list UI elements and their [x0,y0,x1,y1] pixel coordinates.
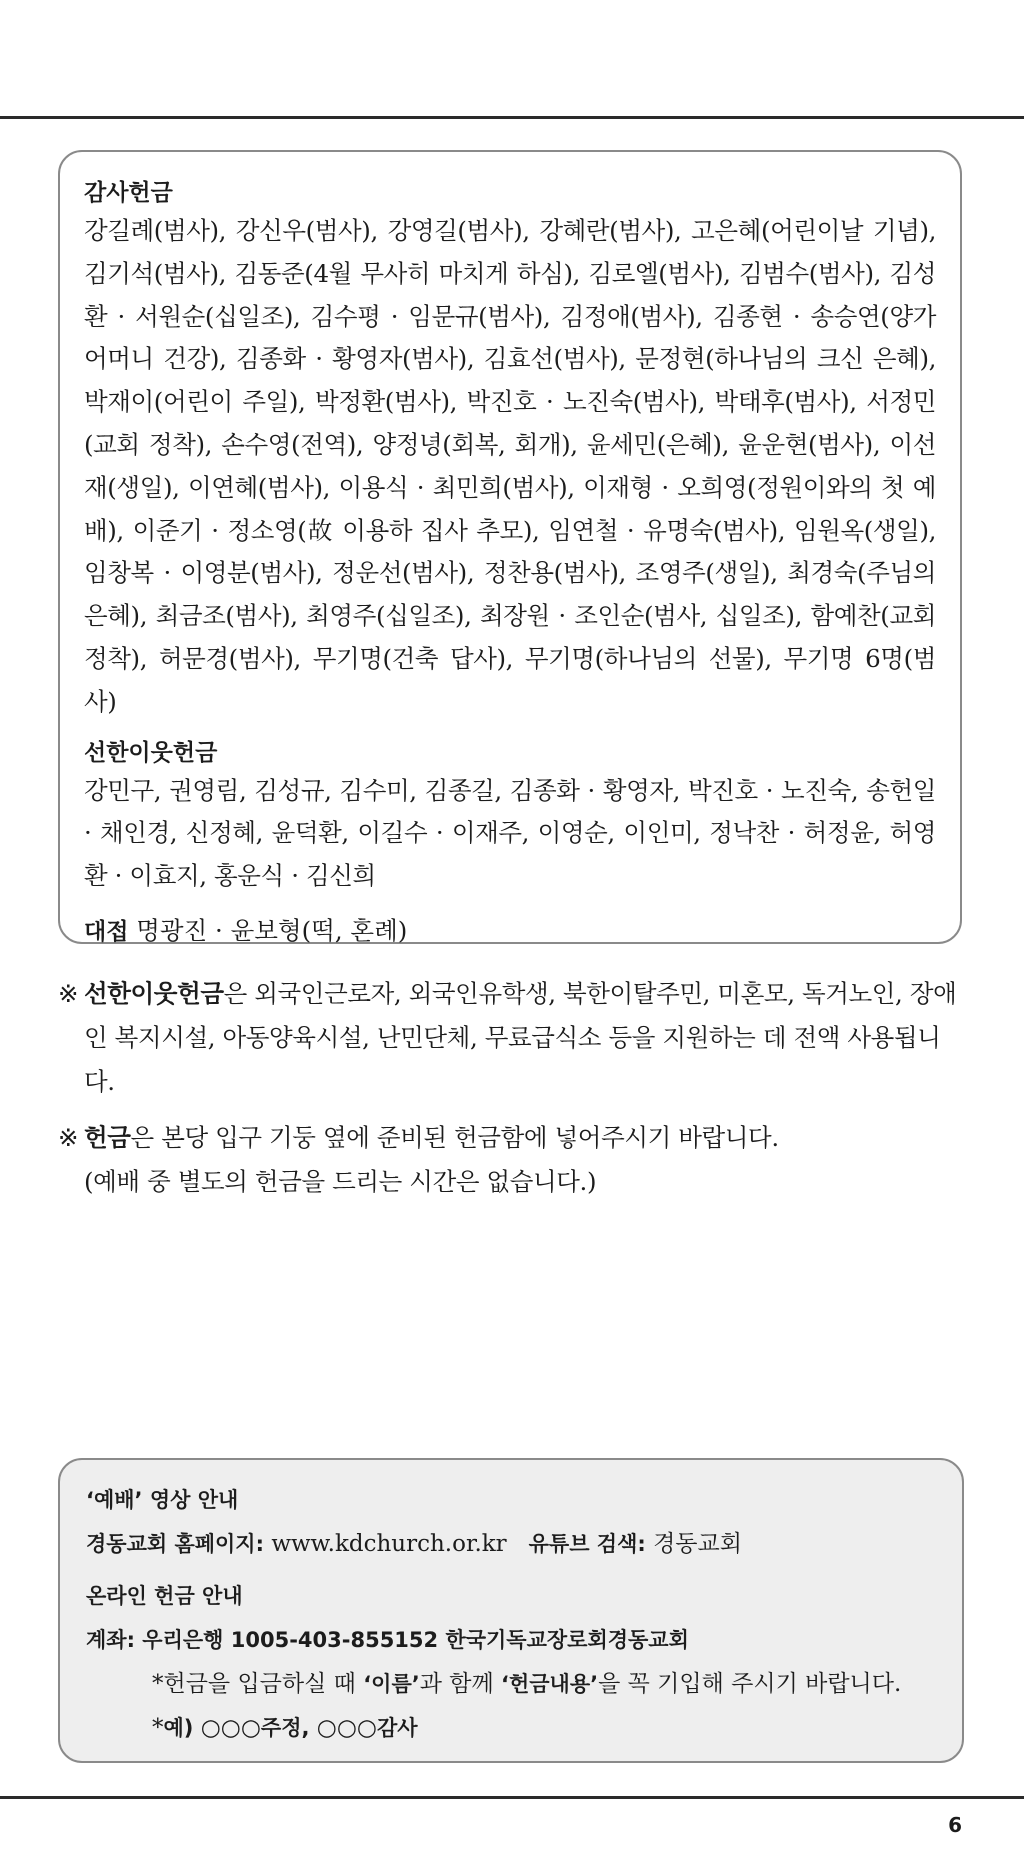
reference-mark-icon: ※ [58,1123,79,1152]
video-info-title: ‘예배’ 영상 안내 [86,1488,239,1512]
neighbor-offering-list: 강민구, 권영림, 김성규, 김수미, 김종길, 김종화 · 황영자, 박진호 · 노진숙, 송헌일 · 채인경, 신정혜, 윤덕환, 이길수 · 이재주, 이영순, 이인미, 정낙찬 · 허정윤, 허영환 · 이효지, 홍운식 · 김신희 [84,775,936,891]
worship-info-box [58,1458,964,1763]
account-label: 계좌: [86,1628,135,1652]
homepage-link[interactable]: www.kdchurch.or.kr [271,1531,507,1557]
hospitality-line [84,910,936,953]
thanks-offering-title: 감사헌금 [84,180,173,206]
deposit-example-line: *예) ○○○주정, ○○○감사 [152,1715,418,1741]
note-bold-term: 헌금 [84,1123,131,1152]
note-body: 은 외국인근로자, 외국인유학생, 북한이탈주민, 미혼모, 독거노인, 장애인 복지시설, 아동양육시설, 난민단체, 무료급식소 등을 지원하는 데 전액 사용됩니다. [84,979,957,1096]
note-neighbor-offering [58,972,968,1104]
thanks-offering-list: 강길례(범사), 강신우(범사), 강영길(범사), 강혜란(범사), 고은혜(어린이날 기념), 김기석(범사), 김동준(4월 무사히 마치게 하심), 김로엘(범사), 김범수(범사), 김성환 · 서원순(십일조), 김수평 · 임문규(범사), 김정애(범사), 김종현 · 송승연(양가 어머니 건강), 김종화 · 황영자(범사), 김효선(범사), 문정현(하나님의 크신 은혜), 박재이(어린이 주일), 박정환(범사), 박진호 · 노진숙(범사), 박태후(범사), 서정민(교회 정착), 손수영(전역), 양정녕(회복, 회개), 윤세민(은혜), 윤운현(범사), 이선재(생일), 이연혜(범사), 이용식 · 최민희(범사), 이재형 · 오희영(정원이와의 첫 예배), 이준기 · 정소영(故 이용하 집사 추모), 임연철 · 유명숙(범사), 임원옥(생일), 임창복 · 이영분(범사), 정운선(범사), 정찬용(범사), 조영주(생일), 최경숙(주님의 은혜), 최금조(범사), 최영주(십일조), 최장원 · 조인순(범사, 십일조), 함예찬(교회 정착), 허문경(범사), 무기명(건축 답사), 무기명(하나님의 선물), 무기명 6명(범사) [84,216,936,716]
youtube-value: 경동교회 [653,1531,742,1557]
notes-section [58,972,968,1216]
note-bold-term: 선한이웃헌금 [84,979,224,1008]
hospitality-value: 명광진 · 윤보형(떡, 혼례) [136,915,408,945]
note-text [84,972,968,1104]
homepage-line [86,1522,936,1566]
note-text [84,1116,968,1204]
youtube-label: 유튜브 검색: [528,1532,646,1556]
note-extra: (예배 중 별도의 헌금을 드리는 시간은 없습니다.) [84,1167,597,1196]
top-rule [0,116,1024,119]
note-body: 은 본당 입구 기둥 옆에 준비된 헌금함에 넣어주시기 바랍니다. [130,1123,779,1152]
bottom-rule [0,1796,1024,1799]
page-number: 6 [948,1813,962,1837]
homepage-label: 경동교회 홈페이지: [86,1532,264,1556]
account-value: 우리은행 1005-403-855152 한국기독교장로회경동교회 [142,1628,689,1652]
online-offering-title: 온라인 헌금 안내 [86,1584,243,1608]
offering-list-box [58,150,962,944]
deposit-memo-line: *헌금을 입금하실 때 ‘이름’과 함께 ‘헌금내용’을 꼭 기입해 주시기 바랍니다. [152,1671,902,1697]
hospitality-label: 대접 [84,918,129,945]
account-line [86,1618,936,1662]
neighbor-offering-title: 선한이웃헌금 [84,739,218,766]
note-offering-box [58,1116,968,1204]
reference-mark-icon: ※ [58,979,79,1008]
